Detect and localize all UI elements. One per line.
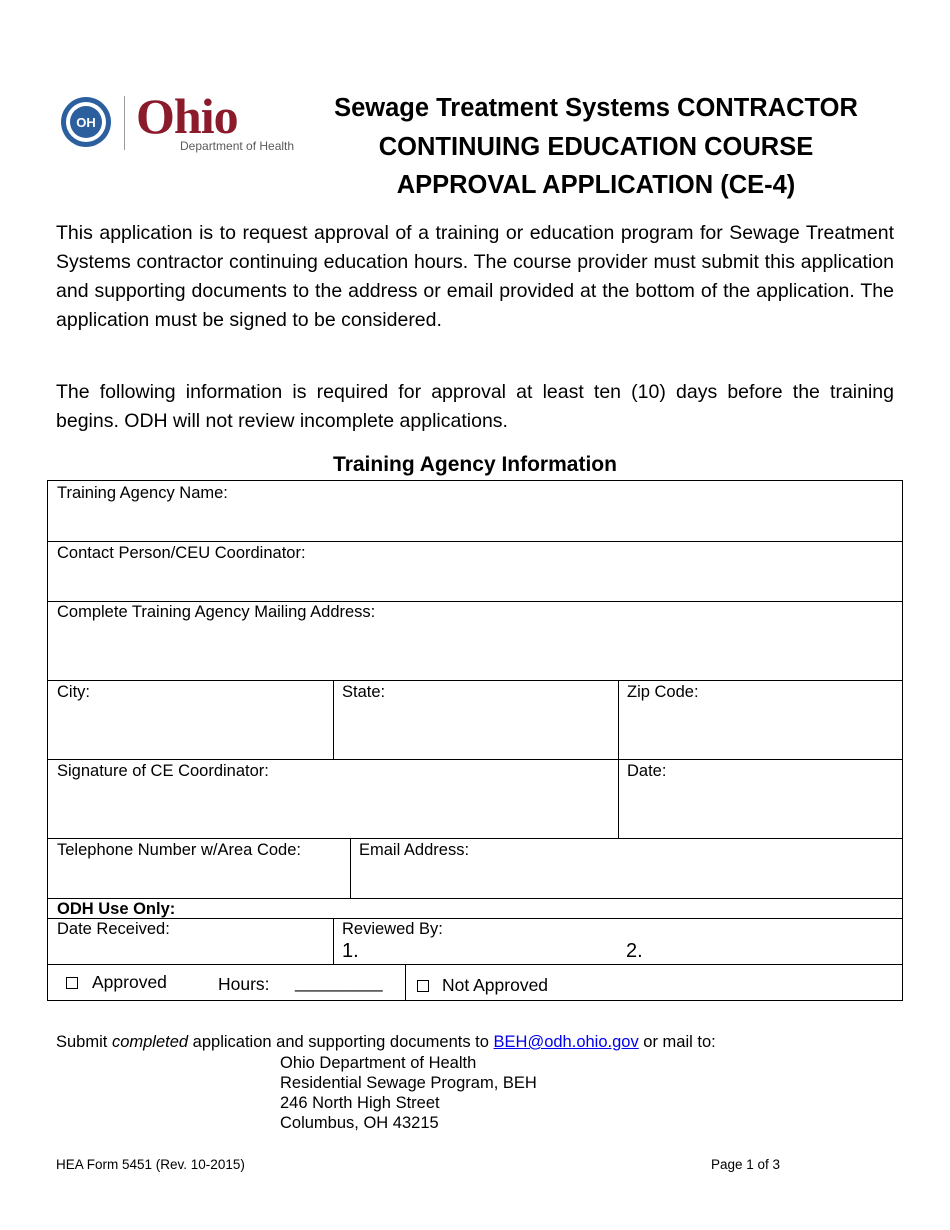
- odh-use-only-heading: ODH Use Only:: [57, 900, 176, 918]
- address-line: 246 North High Street: [280, 1094, 440, 1112]
- submit-instructions: [56, 1033, 716, 1052]
- address-line: Ohio Department of Health: [280, 1054, 477, 1072]
- address-line: Residential Sewage Program, BEH: [280, 1074, 537, 1092]
- requirement-paragraph: The following information is required for approval at least ten (10) days before the training begins. ODH will not review incomplete applications.: [56, 381, 894, 432]
- address-line: Columbus, OH 43215: [280, 1114, 439, 1132]
- submit-text: application and supporting documents to: [188, 1033, 494, 1051]
- submit-emphasis: completed: [111, 1033, 189, 1051]
- ohio-logo: [60, 88, 310, 158]
- column-divider: [350, 838, 351, 898]
- not-approved-label: Not Approved: [442, 975, 549, 995]
- page-number: Page 1 of 3: [711, 1157, 781, 1172]
- email-field[interactable]: Email Address:: [359, 841, 470, 859]
- column-divider: [333, 680, 334, 759]
- submit-text: Submit: [56, 1033, 112, 1051]
- approved-label: Approved: [92, 972, 167, 992]
- column-divider: [333, 918, 334, 964]
- column-divider: [618, 680, 619, 838]
- reviewer-2-field: 2.: [626, 940, 643, 962]
- row-divider: [48, 759, 902, 760]
- row-divider: [48, 541, 902, 542]
- state-field[interactable]: State:: [342, 683, 386, 701]
- mailing-address-field[interactable]: Complete Training Agency Mailing Address:: [57, 603, 376, 621]
- logo-wordmark: Ohio: [136, 88, 238, 144]
- training-agency-form: [47, 480, 903, 1001]
- date-field[interactable]: Date:: [627, 762, 667, 780]
- title-line: CONTINUING EDUCATION COURSE: [378, 132, 814, 161]
- page-title: [318, 89, 874, 205]
- city-field[interactable]: City:: [57, 683, 90, 701]
- seal-text: OH: [76, 115, 96, 130]
- intro-paragraph: This application is to request approval of a training or education program for Sewage Treatment Systems contractor continuing education hours. The course provider must submit this application and supporting documents to the address or email provided at the bottom of the application. The application must be signed to be considered.: [56, 222, 894, 331]
- email-link[interactable]: BEH@odh.ohio.gov: [493, 1033, 639, 1051]
- title-line: APPROVAL APPLICATION (CE-4): [396, 171, 796, 199]
- row-divider: [48, 964, 902, 965]
- form-id: HEA Form 5451 (Rev. 10-2015): [56, 1157, 245, 1172]
- not-approved-checkbox[interactable]: [417, 980, 429, 992]
- date-received-field: Date Received:: [57, 920, 170, 938]
- hours-label: Hours:: [218, 974, 270, 994]
- telephone-field[interactable]: Telephone Number w/Area Code:: [57, 841, 301, 859]
- title-line: Sewage Treatment Systems CONTRACTOR: [334, 94, 858, 122]
- section-title: Training Agency Information: [333, 453, 617, 476]
- logo-divider: [124, 96, 125, 150]
- row-divider: [48, 838, 902, 839]
- submit-text: or mail to:: [638, 1033, 716, 1051]
- agency-name-field[interactable]: Training Agency Name:: [57, 484, 228, 502]
- column-divider: [405, 964, 406, 1001]
- ohio-seal-icon: [60, 96, 112, 148]
- reviewed-by-label: Reviewed By:: [342, 920, 443, 938]
- approved-checkbox[interactable]: [66, 977, 78, 989]
- signature-field[interactable]: Signature of CE Coordinator:: [57, 762, 269, 780]
- row-divider: [48, 680, 902, 681]
- contact-person-field[interactable]: Contact Person/CEU Coordinator:: [57, 544, 306, 562]
- zip-code-field[interactable]: Zip Code:: [627, 683, 699, 701]
- row-divider: [48, 898, 902, 899]
- row-divider: [48, 918, 902, 919]
- reviewer-1-field: 1.: [342, 940, 359, 962]
- hours-input[interactable]: _________: [295, 972, 383, 992]
- logo-subtitle: Department of Health: [180, 139, 295, 153]
